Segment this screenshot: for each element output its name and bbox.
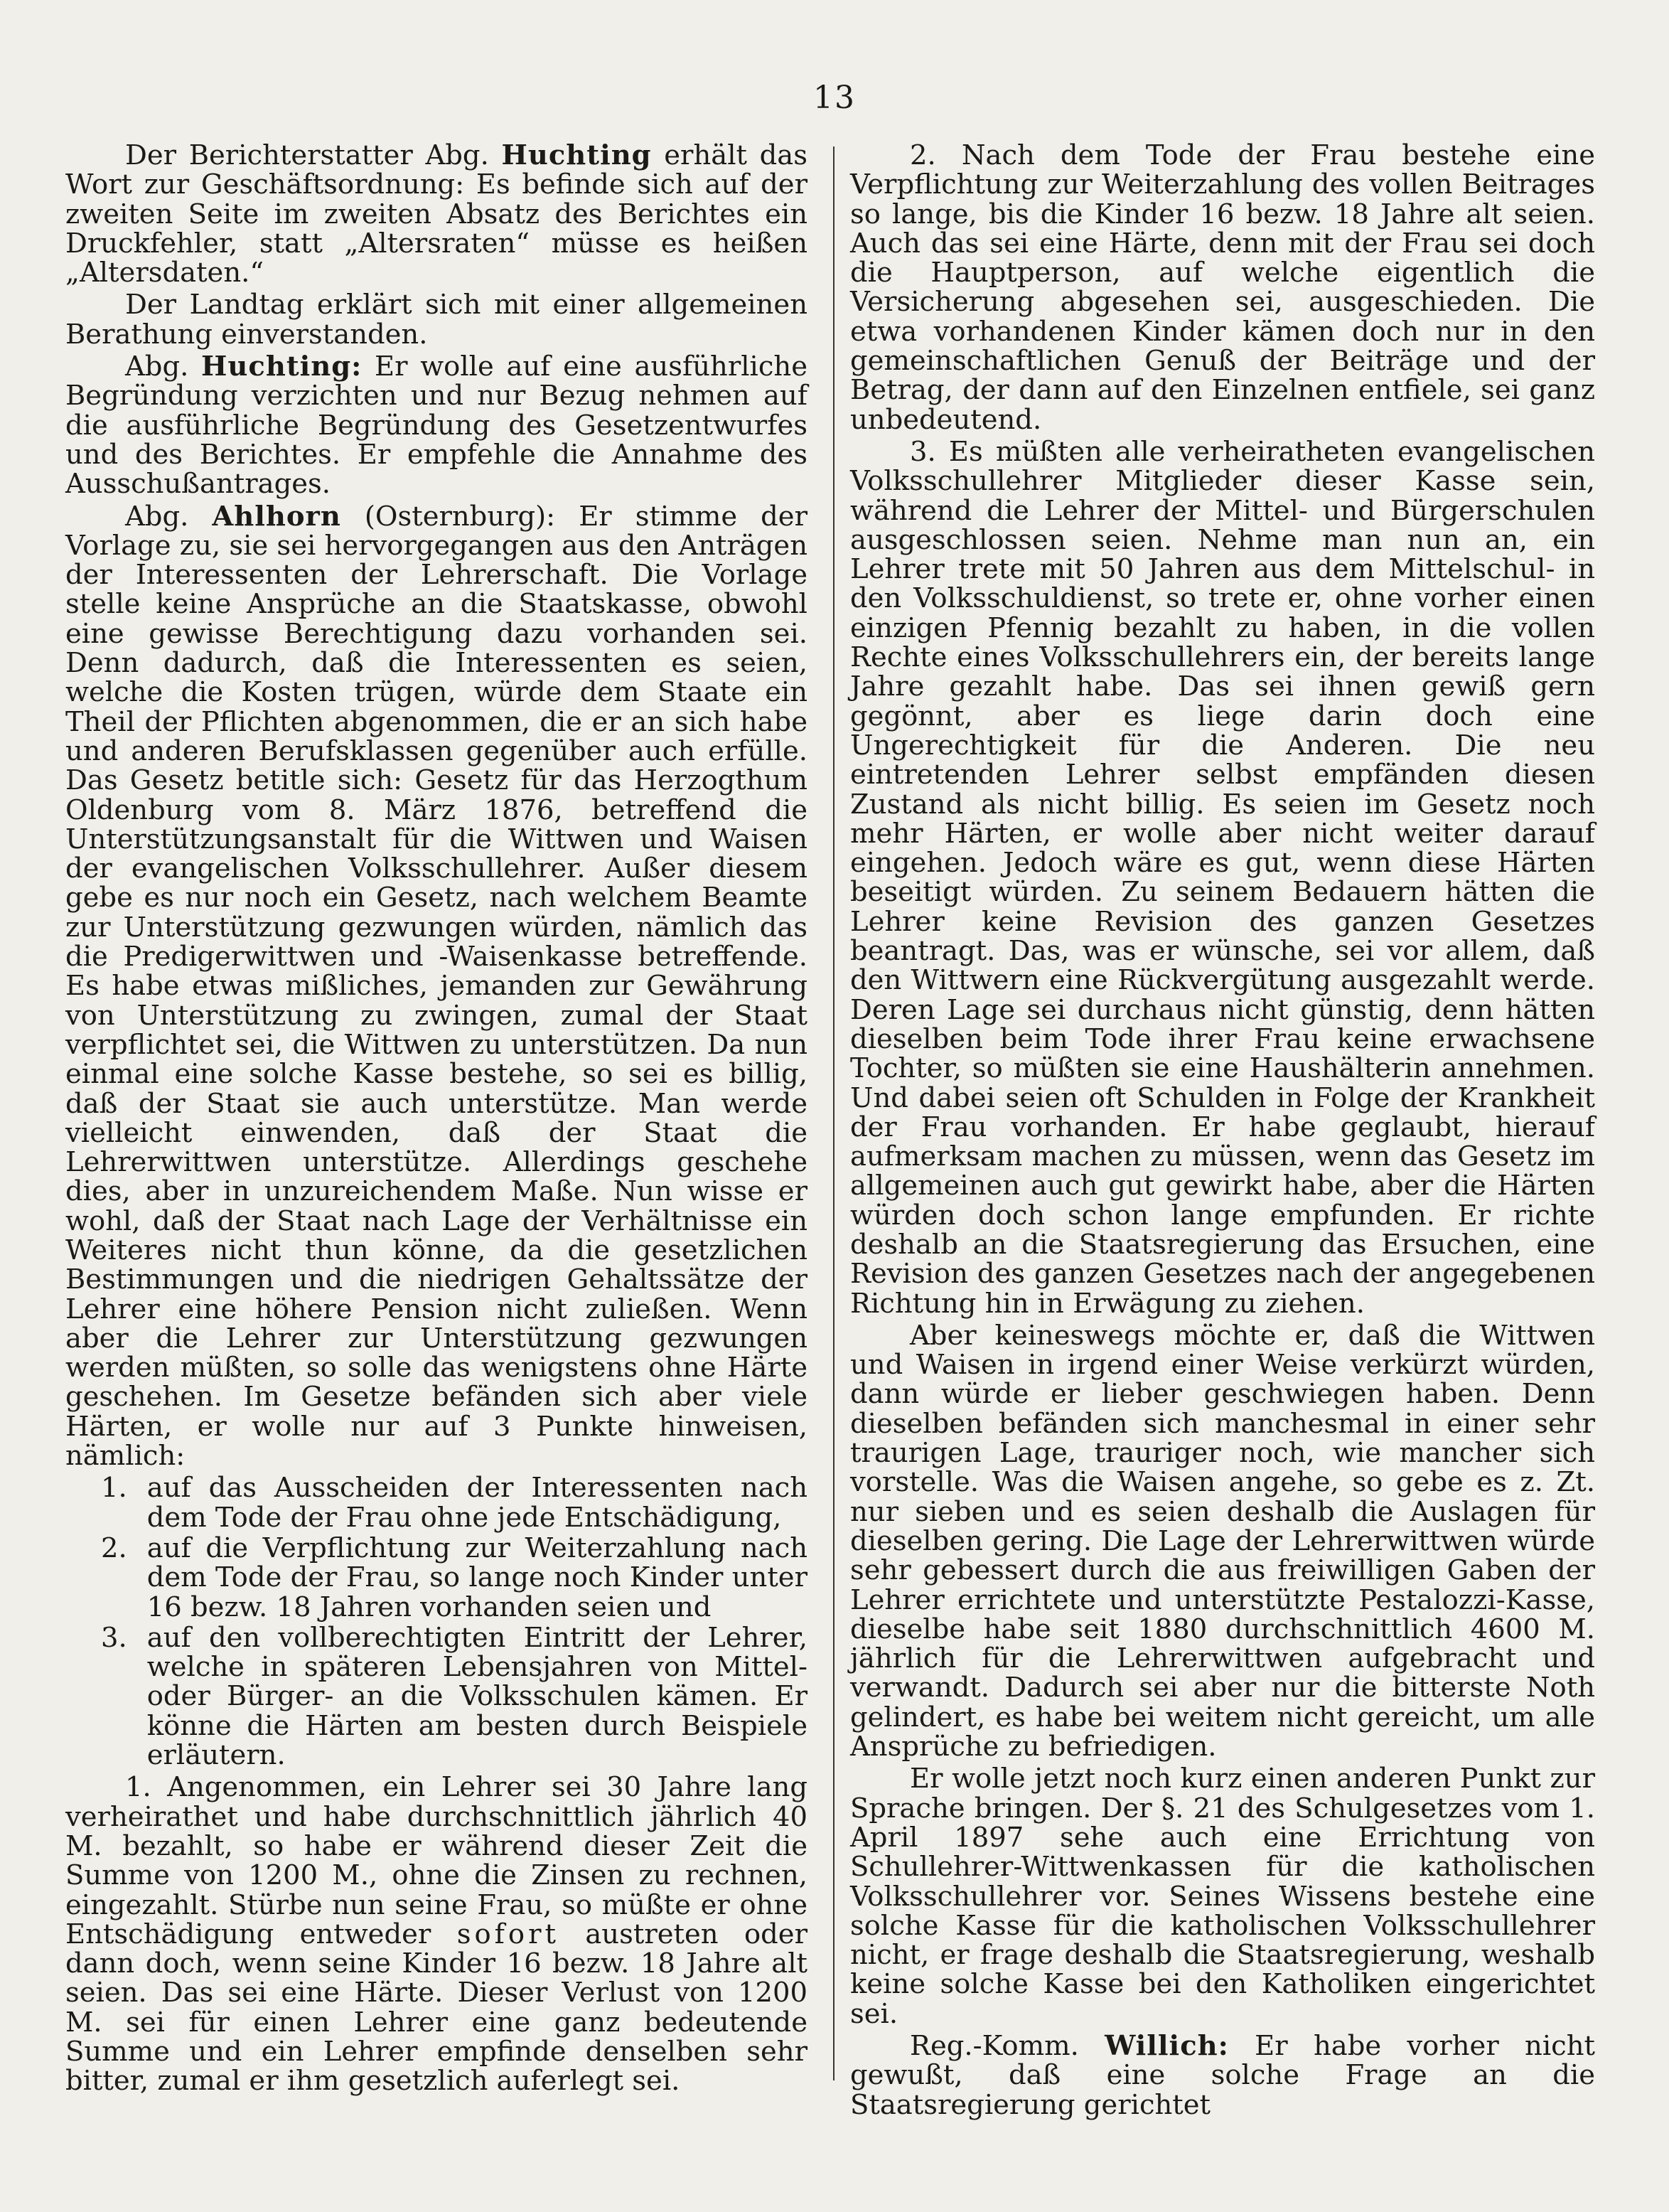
paragraph-catholic-teachers: Er wolle jetzt noch kurz einen anderen Punkt zur Sprache bringen. Der §. 21 des Schulgesetzes vom 1. April 1897 sehe auch eine Errichtung von Schullehrer-Wittwenkassen für die katholischen Volksschullehrer vor. Seines Wissens bestehe eine solche Kasse für die katholischen Volksschullehrer nicht, er frage deshalb die Staatsregierung, weshalb keine solche Kasse bei den Katholiken eingerichtet sei. [850,1763,1595,2030]
list-item-text: auf den vollberechtigten Eintritt der Lehrer, welche in späteren Lebensjahren von Mittel- oder Bürger- an die Volksschulen kämen. Er könne die Härten am besten durch Beispiele erläutern. [146,1621,807,1772]
paragraph-willich [850,2031,1595,2120]
list-item-number: 2. [101,1532,127,1564]
list-item-number: 3. [101,1621,127,1654]
page-number: 13 [813,80,856,116]
text-run: Er wolle auf eine ausführliche Begründung verzichten und nur Bezug nehmen auf die ausführliche Begründung des Gesetzentwurfes und des Berichtes. Er empfehle die Annahme des Ausschußantrages. [65,351,807,501]
speaker-name: Huchting: [201,351,363,383]
paragraph-example-2: 2. Nach dem Tode der Frau bestehe eine Verpflichtung zur Weiterzahlung des vollen Beitrages so lange, bis die Kinder 16 bezw. 18 Jahre alt seien. Auch das sei eine Härte, denn mit der Frau sei doch die Hauptperson, auf welche eigentlich die Versicherung abgesehen sei, ausgeschieden. Die etwa vorhandenen Kinder kämen doch nur in den gemeinschaftlichen Genuß der Beiträge und der Betrag, der dann auf den Einzelnen entfiele, sei ganz unbedeutend. [850,139,1595,436]
paragraph-example-3: 3. Es müßten alle verheiratheten evangelischen Volksschullehrer Mitglieder dieser Kasse sein, während die Lehrer der Mittel- und Bürgerschulen ausgeschlossen seien. Nehme man nun an, ein Lehrer trete mit 50 Jahren aus dem Mittelschul- in den Volksschuldienst, so trete er, ohne vorher einen einzigen Pfennig bezahlt zu haben, in die vollen Rechte eines Volksschullehrers ein, der bereits lange Jahre gezahlt habe. Das sei ihnen gewiß gern gegönnt, aber es liege darin doch eine Ungerechtigkeit für die Anderen. Die neu eintretenden Lehrer selbst empfänden diesen Zustand als nicht billig. Es seien im Gesetz noch mehr Härten, er wolle aber nicht weiter darauf eingehen. Jedoch wäre es gut, wenn diese Härten beseitigt würden. Zu seinem Bedauern hätten die Lehrer keine Revision des ganzen Gesetzes beantragt. Das, was er wünsche, sei vor allem, daß den Wittwern eine Rückvergütung ausgezahlt werde. Deren Lage sei durchaus nicht günstig, denn hätten dieselben beim Tode ihrer Frau keine erwachsene Tochter, so müßten sie eine Haushälterin annehmen. Und dabei seien oft Schulden in Folge der Krankheit der Frau vorhanden. Er habe geglaubt, hierauf aufmerksam machen zu müssen, wenn das Gesetz im allgemeinen auch gut gewirkt habe, aber die Härten würden doch schon lange empfunden. Er richte deshalb an die Staatsregierung das Ersuchen, eine Revision des ganzen Gesetzes nach der angegebenen Richtung hin in Erwägung zu ziehen. [850,435,1595,1320]
paragraph-huchting [65,351,807,501]
speaker-name: Huchting [501,139,652,171]
text-run: austreten oder dann doch, wenn seine Kinder 16 bezw. 18 Jahre alt seien. Das sei eine Härte. Dieser Verlust von 1200 M. sei für einen Lehrer eine ganz bedeutende Summe und ein Lehrer empfinde denselben sehr bitter, zumal er ihm gesetzlich auferlegt sei. [65,1918,807,2098]
paragraph-example-1 [65,1771,807,2098]
speaker-name: Ahlhorn [212,500,341,533]
list-item-number: 1. [101,1472,127,1505]
paragraph-widows-orphans: Aber keineswegs möchte er, daß die Wittwen und Waisen in irgend einer Weise verkürzt würden, dann würde er lieber geschwiegen haben. Denn dieselben befänden sich manchesmal in einer sehr traurigen Lage, trauriger noch, wie mancher sich vorstelle. Was die Waisen angehe, so gebe es z. Zt. nur sieben und es seien deshalb die Auslagen für dieselben gering. Die Lage der Lehrerwittwen würde sehr gebessert durch die aus freiwilligen Gaben der Lehrer errichtete und unterstützte Pestalozzi-Kasse, dieselbe habe seit 1880 durchschnittlich 4600 M. jährlich für die Lehrerwittwen aufgebracht und verwandt. Dadurch sei aber nur die bitterste Noth gelindert, es habe bei weitem nicht gereicht, um alle Ansprüche zu befriedigen. [850,1319,1595,1763]
text-run: Der Berichterstatter Abg. [125,139,502,171]
paragraph-reporter-huchting [65,141,807,287]
text-run: 1. Angenommen, ein Lehrer sei 30 Jahre lang verheirathet und habe durchschnittlich jährlich 40 M. bezahlt, so habe er während dieser Zeit die Summe von 1200 M., ohne die Zinsen zu rechnen, eingezahlt. Stürbe nun seine Frau, so müßte er ohne Entschädigung entweder [65,1771,807,1950]
speaker-name: Willich: [1105,2030,1229,2062]
text-run: Abg. [125,500,213,533]
list-item [65,1473,807,1532]
text-run: (Osternburg): Er stimme der Vorlage zu, sie sei hervorgegangen aus den Anträgen der Interessenten der Lehrerschaft. Die Vorlage stelle keine Ansprüche an die Staatskasse, obwohl eine gewisse Berechtigung dazu vorhanden sei. Denn dadurch, daß die Interessenten es seien, welche die Kosten trügen, würde dem Staate ein Theil der Pflichten abgenommen, die er an sich habe und anderen Berufsklassen gegenüber auch erfülle. Das Gesetz betitle sich: Gesetz für das Herzogthum Oldenburg vom 8. März 1876, betreffend die Unterstützungsanstalt für die Wittwen und Waisen der evangelischen Volksschullehrer. Außer diesem gebe es nur noch ein Gesetz, nach welchem Beamte zur Unterstützung gezwungen würden, nämlich das die Predigerwittwen und -Waisenkasse betreffende. Es habe etwas mißliches, jemanden zur Gewährung von Unterstützung zu zwingen, zumal der Staat verpflichtet sei, die Wittwen zu unterstützen. Da nun einmal eine solche Kasse bestehe, so sei es billig, daß der Staat sie auch unterstütze. Man werde vielleicht einwenden, daß der Staat die Lehrerwittwen unterstütze. Allerdings geschehe dies, aber in unzureichendem Maße. Nun wisse er wohl, daß der Staat nach Lage der Verhältnisse ein Weiteres nicht thun könne, da die gesetzlichen Bestimmungen und die niedrigen Gehaltssätze der Lehrer eine höhere Pension nicht zuließen. Wenn aber die Lehrer zur Unterstützung gezwungen werden müßten, so solle das wenigstens ohne Härte geschehen. Im Gesetze befänden sich aber viele Härten, er wolle nur auf 3 Punkte hinweisen, nämlich: [65,500,807,1473]
left-column [65,141,807,2099]
text-run: Reg.-Komm. [910,2030,1105,2062]
text-run: Abg. [125,351,202,383]
list-item [65,1623,807,1770]
list-item [65,1534,807,1622]
right-column [850,141,1595,2122]
numbered-list [65,1473,807,1770]
list-item-text: auf die Verpflichtung zur Weiterzahlung nach dem Tode der Frau, so lange noch Kinder unter 16 bezw. 18 Jahren vorhanden seien und [146,1532,807,1623]
paragraph-ahlhorn [65,502,807,1471]
list-item-text: auf das Ausscheiden der Interessenten nach dem Tode der Frau ohne jede Entschädigung, [146,1472,807,1534]
emphasized-word: sofort [456,1918,559,1950]
paragraph-landtag: Der Landtag erklärt sich mit einer allgemeinen Berathung einverstanden. [65,289,807,351]
column-divider [833,146,834,2080]
text-run: erhält das Wort zur Geschäftsordnung: Es befinde sich auf der zweiten Seite im zweiten Absatz des Berichtes ein Druckfehler, statt „Altersraten“ müsse es heißen „Altersdaten.“ [65,139,807,289]
text-run: Er habe vorher nicht gewußt, daß eine solche Frage an die Staatsregierung gerichtet [850,2030,1595,2121]
